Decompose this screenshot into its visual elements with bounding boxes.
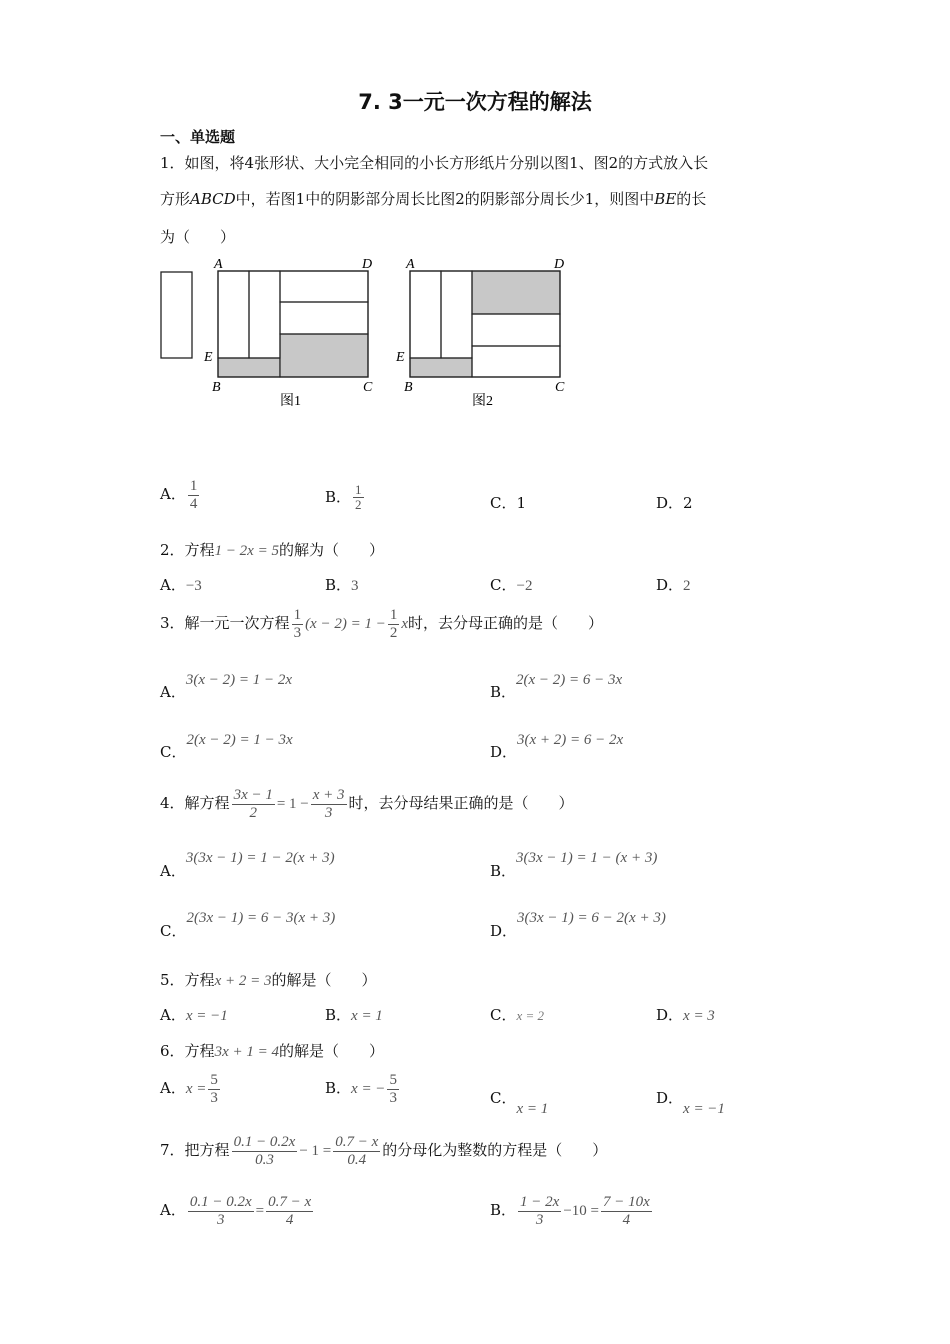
fig1-shade-right <box>280 334 368 377</box>
option-value: 2 <box>683 494 693 512</box>
option-value: x = −1 <box>185 1008 228 1024</box>
option-label: C． <box>490 576 517 594</box>
q3-post: 时，去分母正确的是（ ） <box>408 614 604 632</box>
figure-1 <box>203 257 373 409</box>
q1-line2 <box>160 188 706 209</box>
q1-option-b[interactable] <box>325 483 366 513</box>
fig2-label-b: B <box>404 380 413 395</box>
q6-number: 6． <box>160 1042 185 1060</box>
q4-number: 4． <box>160 794 185 812</box>
q2-option-d[interactable] <box>656 574 691 595</box>
page-title: 7. 3一元一次方程的解法 <box>358 90 592 114</box>
option-mid: = <box>255 1203 265 1219</box>
q3-option-d[interactable] <box>490 728 624 761</box>
option-value: 1 <box>516 494 527 512</box>
numerator: 5 <box>210 1072 218 1088</box>
numerator: 0.1 − 0.2x <box>189 1194 252 1210</box>
option-value: x = −1 <box>683 1101 725 1117</box>
fraction <box>353 483 364 513</box>
q2-option-b[interactable] <box>325 574 359 595</box>
q5-option-a[interactable] <box>160 1004 228 1025</box>
option-label: C． <box>490 1089 517 1107</box>
option-value: 3(3x − 1) = 1 − 2(x + 3) <box>185 850 335 866</box>
q5-equation: x + 2 = 3 <box>214 973 272 989</box>
q1-option-a[interactable] <box>160 478 201 512</box>
q3-stem <box>160 607 603 641</box>
denominator: 2 <box>355 497 362 513</box>
q3-pre: 解一元一次方程 <box>184 614 290 632</box>
q6-option-c[interactable] <box>490 1087 549 1117</box>
option-label: A． <box>160 1079 186 1097</box>
denominator: 3 <box>210 1089 218 1106</box>
q2-option-a[interactable] <box>160 574 202 595</box>
q5-number: 5． <box>160 971 185 989</box>
q1-text-line2b: 中，若图1中的阴影部分周长比图2的阴影部分周长少1，则图中 <box>235 190 655 208</box>
option-value: −3 <box>185 578 202 594</box>
option-label: B． <box>325 576 352 594</box>
q3-tail: x <box>401 616 408 632</box>
fig2-label-e: E <box>396 350 405 365</box>
fig2-horiz-rect-1 <box>472 314 560 346</box>
option-value: 3 <box>351 578 359 594</box>
numerator: 3x − 1 <box>233 787 273 803</box>
q6-post: 的解是（ ） <box>278 1042 384 1060</box>
fig2-label-a: A <box>406 257 415 272</box>
q2-stem <box>160 539 384 560</box>
fraction <box>311 787 347 821</box>
single-rectangle <box>161 272 192 358</box>
option-value: x = 3 <box>683 1008 715 1024</box>
option-label: A． <box>160 1006 186 1024</box>
numerator: 1 <box>389 607 398 623</box>
q1-text-line1: 如图，将4张形状、大小完全相同的小长方形纸片分别以图1、图2的方式放入长 <box>184 154 709 172</box>
fig2-shade-bottom <box>410 358 472 377</box>
numerator: 1 <box>293 607 302 623</box>
figure-2 <box>395 257 565 409</box>
fig1-shade-bottom <box>218 358 280 377</box>
option-label: C． <box>490 1006 517 1024</box>
option-label: C． <box>160 743 187 761</box>
option-label: A． <box>160 485 186 503</box>
option-label: C． <box>160 922 187 940</box>
fraction <box>601 1194 652 1228</box>
option-label: C． <box>490 494 517 512</box>
q1-text-line2a: 方形 <box>160 190 191 208</box>
denominator: 3 <box>324 804 333 821</box>
option-prefix: x = − <box>351 1081 386 1097</box>
option-label: B． <box>325 487 352 506</box>
q1-be: BE <box>654 190 677 208</box>
numerator: x + 3 <box>312 787 345 803</box>
q4-option-a[interactable] <box>160 846 335 880</box>
numerator: 1 − 2x <box>520 1194 560 1210</box>
option-label: A． <box>160 683 186 701</box>
q4-pre: 解方程 <box>184 794 230 812</box>
fraction <box>232 787 275 821</box>
q7-number: 7． <box>160 1141 185 1159</box>
fig2-label-d: D <box>554 257 565 272</box>
numerator: 0.7 − x <box>268 1194 312 1210</box>
fig1-label-b: B <box>212 380 221 395</box>
option-prefix: x = <box>185 1081 207 1097</box>
q2-number: 2． <box>160 541 185 559</box>
fraction <box>188 478 200 512</box>
q6-equation: 3x + 1 = 4 <box>214 1044 279 1060</box>
fig1-label-a: A <box>214 257 223 272</box>
denominator: 4 <box>189 495 198 512</box>
q4-stem <box>160 787 574 821</box>
option-value: 3(x − 2) = 1 − 2x <box>185 672 293 688</box>
denominator: 3 <box>293 624 302 641</box>
q6-option-d[interactable] <box>656 1087 725 1117</box>
q1-line1 <box>160 152 708 173</box>
q1-abcd: ABCD <box>190 190 236 208</box>
option-label: B． <box>325 1006 352 1024</box>
option-label: B． <box>490 1201 517 1219</box>
option-label: D． <box>656 576 684 594</box>
option-value: 3(3x − 1) = 1 − (x + 3) <box>516 850 658 866</box>
fig2-label-c: C <box>555 380 565 395</box>
denominator: 3 <box>389 1089 397 1106</box>
option-label: B． <box>490 862 517 880</box>
fig1-label-d: D <box>362 257 373 272</box>
option-mid: −10 = <box>563 1203 599 1219</box>
option-label: D． <box>656 1089 684 1107</box>
option-value: x = 1 <box>351 1008 383 1024</box>
section-heading: 一、单选题 <box>160 128 236 146</box>
q7-option-b[interactable] <box>490 1194 654 1228</box>
denominator: 2 <box>249 804 257 821</box>
fraction <box>266 1194 313 1228</box>
option-label: A． <box>160 576 186 594</box>
fig2-vert-rect-2 <box>441 271 472 358</box>
option-value: x = 2 <box>516 1008 545 1023</box>
fig1-caption: 图1 <box>280 394 301 409</box>
denominator: 4 <box>285 1211 294 1228</box>
q5-post: 的解是（ ） <box>271 971 377 989</box>
option-label: D． <box>490 743 518 761</box>
option-value: x = 1 <box>516 1101 549 1117</box>
q7-mid: − 1 = <box>299 1143 332 1159</box>
option-value: 2 <box>683 578 691 594</box>
q6-pre: 方程 <box>184 1042 215 1060</box>
fraction <box>518 1194 561 1228</box>
q3-mid: (x − 2) = 1 − <box>305 616 386 632</box>
q1-line3: 为（ ） <box>160 228 236 246</box>
fraction <box>292 607 304 641</box>
fig2-vert-rect-1 <box>410 271 441 358</box>
q7-stem <box>160 1134 607 1168</box>
denominator: 0.4 <box>347 1151 367 1168</box>
q7-post: 的分母化为整数的方程是（ ） <box>382 1141 608 1159</box>
denominator: 3 <box>216 1211 225 1228</box>
q5-option-d[interactable] <box>656 1004 715 1025</box>
q5-option-c[interactable] <box>490 1004 544 1025</box>
q5-pre: 方程 <box>184 971 215 989</box>
option-label: B． <box>490 683 517 701</box>
q5-stem <box>160 969 376 990</box>
q2-post: 的解为（ ） <box>278 541 384 559</box>
fraction <box>188 1194 254 1228</box>
fraction <box>208 1072 220 1106</box>
numerator: 5 <box>389 1072 397 1088</box>
q2-option-c[interactable] <box>490 574 532 595</box>
numerator: 1 <box>189 478 198 494</box>
denominator: 0.3 <box>255 1151 274 1168</box>
denominator: 3 <box>535 1211 544 1228</box>
q6-option-a[interactable] <box>160 1072 222 1106</box>
numerator: 7 − 10x <box>602 1194 650 1210</box>
option-label: B． <box>325 1079 352 1097</box>
fig2-shade-top <box>472 271 560 314</box>
q1-option-d[interactable] <box>656 492 693 513</box>
q4-post: 时，去分母结果正确的是（ ） <box>348 794 574 812</box>
q4-mid: = 1 − <box>276 796 309 812</box>
option-label: D． <box>656 1006 684 1024</box>
option-value: 3(x + 2) = 6 − 2x <box>517 732 624 748</box>
denominator: 4 <box>622 1211 631 1228</box>
q7-option-a[interactable] <box>160 1194 315 1228</box>
q6-stem <box>160 1040 384 1061</box>
fig2-horiz-rect-2 <box>472 346 560 377</box>
q3-option-c[interactable] <box>160 728 293 761</box>
q1-number: 1． <box>160 154 185 172</box>
fraction <box>333 1134 380 1168</box>
q5-option-b[interactable] <box>325 1004 383 1025</box>
q2-pre: 方程 <box>184 541 215 559</box>
fraction <box>388 607 400 641</box>
q3-number: 3． <box>160 614 185 632</box>
q1-option-c[interactable] <box>490 492 526 513</box>
option-value: 2(3x − 1) = 6 − 3(x + 3) <box>186 910 336 926</box>
fig1-label-e: E <box>204 350 213 365</box>
option-label: D． <box>490 922 518 940</box>
numerator: 1 <box>355 482 362 497</box>
q4-option-d[interactable] <box>490 906 666 940</box>
q7-pre: 把方程 <box>184 1141 230 1159</box>
q1-text-line2c: 的长 <box>676 190 707 208</box>
fig1-vert-rect-1 <box>218 271 249 358</box>
option-label: D． <box>656 494 684 512</box>
option-label: A． <box>160 862 186 880</box>
fig2-caption: 图2 <box>472 394 493 409</box>
fraction <box>387 1072 399 1106</box>
option-value: −2 <box>516 578 533 594</box>
fraction <box>232 1134 298 1168</box>
fig1-vert-rect-2 <box>249 271 280 358</box>
fig1-horiz-rect-1 <box>280 271 368 302</box>
numerator: 0.1 − 0.2x <box>233 1134 296 1150</box>
option-label: A． <box>160 1201 186 1219</box>
q3-option-a[interactable] <box>160 668 293 701</box>
numerator: 0.7 − x <box>335 1134 379 1150</box>
fig1-label-c: C <box>363 380 373 395</box>
q3-option-b[interactable] <box>490 668 623 701</box>
denominator: 2 <box>389 624 398 641</box>
option-value: 3(3x − 1) = 6 − 2(x + 3) <box>517 910 666 926</box>
q6-option-b[interactable] <box>325 1072 401 1106</box>
q4-option-b[interactable] <box>490 846 658 880</box>
option-value: 2(x − 2) = 1 − 3x <box>186 732 293 748</box>
q4-option-c[interactable] <box>160 906 336 940</box>
fig1-horiz-rect-2 <box>280 302 368 334</box>
option-value: 2(x − 2) = 6 − 3x <box>516 672 623 688</box>
q2-equation: 1 − 2x = 5 <box>214 543 279 559</box>
q1-figures <box>155 252 575 412</box>
